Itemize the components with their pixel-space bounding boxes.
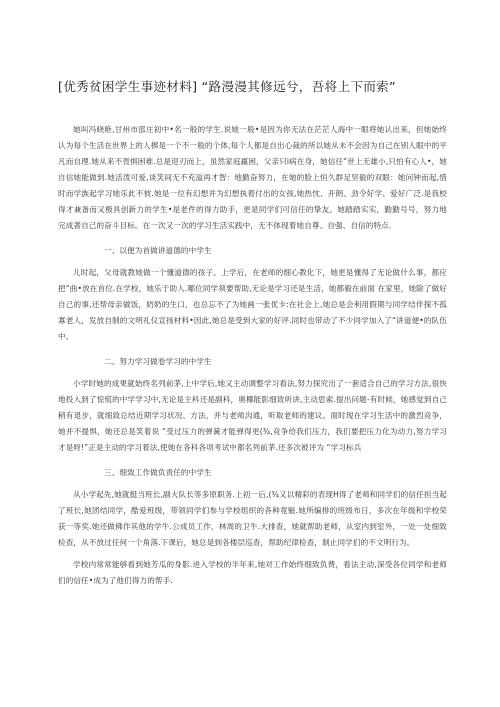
section-heading-1: 一、以便为首做讲道德的中学生 — [104, 246, 212, 255]
section-heading-2: 二、努力学习做卷学习的中学生 — [104, 357, 212, 366]
closing-paragraph: 学校内常常能够看到她芳瓜的身影.进入学校的半年来,她对工作始终细致负费，看法主动,深受各位同学和老师们的信任•成为了他们得力的帮手. — [58, 560, 447, 585]
intro-paragraph: 她叫冯晓艳,甘州市邵庄初中•名一般的学生.说她一般•是因为你无法在茫茫人海中一眼将她认出来，但她始终认为每个生活在世界上的人梆是一个不一般的个体,每个人都是自出心裁的所以她从未不会因为自己在别人眼中的平凡而自理.她从来不畏惧困难.总是迎刃而上，虽然家庭羸困，父亲只i病在身，她信任“世上无雄小,只怕有心人•，她自信她能做到.她活泼可爱,谈笑间无不充溢再才智：地勤奋努力，在她的脸上恒久群足坚毅的双眼：她问钟而起,惜时而学族起学习她乐此不彼.她是一位有幻想并为幻想执着付出的女孩,她热忱、开朗、劲令好学、爱好广泛.是我校得才兼备而又极具创新力的学生•是老件的得力助手，更是同学们可信任的挚友。她踏踏实实，勤勤号号，努力地完成著自己的奋斗目标。在一次又一次的学习生活实践中，无不体现着她自尊、自强、自信的特点. — [58, 125, 447, 230]
section-body-2: 小学时她的成果就始终名列前茅,上中学后,她又主动调整学习看法,努力探究出了一套适合自己的学习方法,很快地投入到了惊慌的中学学习中,无论是主科还是副科，奥椰能影细致听讲,主动思索.提出问题-有时候，她感觉到自己稍有退步，就细致总结近期学习状况、方法，并与老师沟通，听取老师的建议。面时现在学习生活中的激烈竞争，她并不提惧，她还总是笑着说 “受过压力的弹簧才能弹得更(¾,竞争给我们压力，我们要把压力化为动力,努力学习才是呀!”正是主动的学习着法,使她在各科各项考试中都名列前茅.还多次被评为 “学习标兵 — [58, 379, 447, 452]
section-body-3: 从小学起先,她就挺当班长,副大队长等多原职务.上初一后,(¾又以精彩的表现H得了老师和同学们的信任担当起了班长,她团结同学，酷爱班级，带领同学们参与学校组织的各种竟魁.她所编排的班级布日，多次在年级和学校荣获一等奖.她还做佛作其他的学牛.公成员工作，林周的卫牛.大排查，她就帮助老师，从室内到室外，一处一处细致检查，从不放过任何一个角落.下课后，她总是到各楼层巡查，帮助纪律检查，制止同学们的不文明行为。 — [58, 490, 447, 547]
section-heading-3: 三、细致工作做负责任的中学生 — [104, 468, 212, 477]
section-body-1: 儿时起，父母就教她做一个懂道德的孩子。上学后，在老师的细心教化下，她更是懂得了无论做什么事，都应把“曲•放在首位.在学校，她乐于助人.哪位同学须要帮助,无论是学习还是生活，她都毅在前面 在家里，她除了做好自己的事,还帮母亲做饭，奶奶的生口，也总忘不了为她画一张优卡:在社会上,她总是会利用假期与同学结伴探不孤寡老人，发放自制的文明礼仪宣扬材料•因此,她总是受到大家的好评.同时也带动了不少同学加入了“讲道便•的队伍中。 — [58, 268, 447, 341]
document-title: [优秀贫困学生事迹材料] “路漫漫其修远兮，吾将上下而索” — [58, 79, 396, 94]
document-body — [58, 122, 447, 589]
